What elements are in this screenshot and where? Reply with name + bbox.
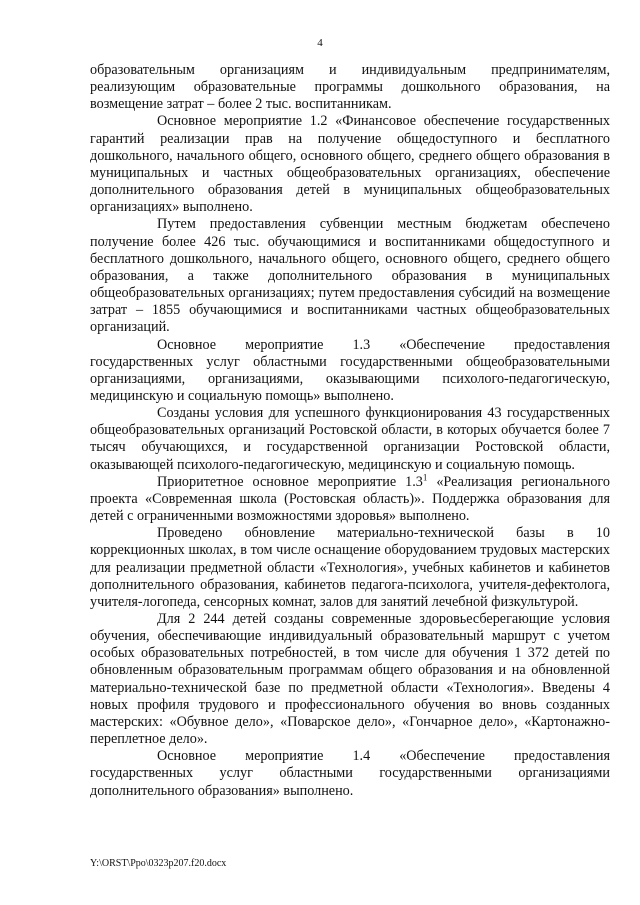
paragraph: образовательным организациям и индивидуальным предпринимателям, реализующим образовательные программы дошкольного образования, на возмещение затрат – более 2 тыс. воспитанникам. <box>90 62 610 113</box>
paragraph: Основное мероприятие 1.3 «Обеспечение предоставления государственных услуг областными государственными общеобразовательными организациями, организациями, оказывающими психолого-педагогическую, медицинскую и социальную помощь» выполнено. <box>90 336 610 404</box>
paragraph: Для 2 244 детей созданы современные здоровьесберегающие условия обучения, обеспечивающие индивидуальный образовательный маршрут с учетом особых образовательных потребностей, в том числе для обучения 1 372 детей по обновленным образовательным программам общего образования и на обновленной материально-технической базе по предметной области «Технология». Введены 4 новых профиля трудового и профессионального обучения во вновь созданных мастерских: «Обувное дело», «Поварское дело», «Гончарное дело», «Картонажно-переплетное дело». <box>90 611 610 748</box>
document-body <box>90 62 610 800</box>
paragraph: Путем предоставления субвенции местным бюджетам обеспечено получение более 426 тыс. обучающимися и воспитанниками общедоступного и бесплатного дошкольного, начального общего, основного общего, среднего общего образования, а также дополнительного образования в муниципальных общеобразовательных организациях; путем предоставления субсидий на возмещение затрат – 1855 обучающимися и воспитанниками частных общеобразовательных организаций. <box>90 216 610 336</box>
file-path-footer: Y:\ORST\Ppo\0323p207.f20.docx <box>90 858 227 869</box>
paragraph: Созданы условия для успешного функционирования 43 государственных общеобразовательных организаций Ростовской области, в которых обучается более 7 тысяч обучающихся, и государственной организации Ростовской области, оказывающей психолого-педагогическую, медицинскую и социальную помощь. <box>90 405 610 473</box>
paragraph-text-after: «Реализация регионального проекта «Современная школа (Ростовская область)». Поддержка образования для детей с ограниченными возможностями здоровья» выполнено. <box>90 473 610 525</box>
page-number: 4 <box>317 37 323 49</box>
paragraph: Проведено обновление материально-технической базы в 10 коррекционных школах, в том числе оснащение оборудованием трудовых мастерских для реализации предметной области «Технология», учебных кабинетов и кабинетов дополнительного образования, кабинетов педагога-психолога, учителя-дефектолога, учителя-логопеда, сенсорных комнат, залов для занятий лечебной физкультурой. <box>90 525 610 610</box>
paragraph-text-before: Приоритетное основное мероприятие 1.3 <box>157 473 423 490</box>
paragraph: Основное мероприятие 1.2 «Финансовое обеспечение государственных гарантий реализации прав на получение общедоступного и бесплатного дошкольного, начального общего, основного общего, среднего общего образования в муниципальных и частных общеобразовательных организациях, обеспечение дополнительного образования детей в муниципальных общеобразовательных организациях» выполнено. <box>90 113 610 216</box>
superscript: 1 <box>422 472 428 483</box>
paragraph: Основное мероприятие 1.4 «Обеспечение предоставления государственных услуг областными государственными организациями дополнительного образования» выполнено. <box>90 748 610 799</box>
paragraph <box>90 474 610 525</box>
